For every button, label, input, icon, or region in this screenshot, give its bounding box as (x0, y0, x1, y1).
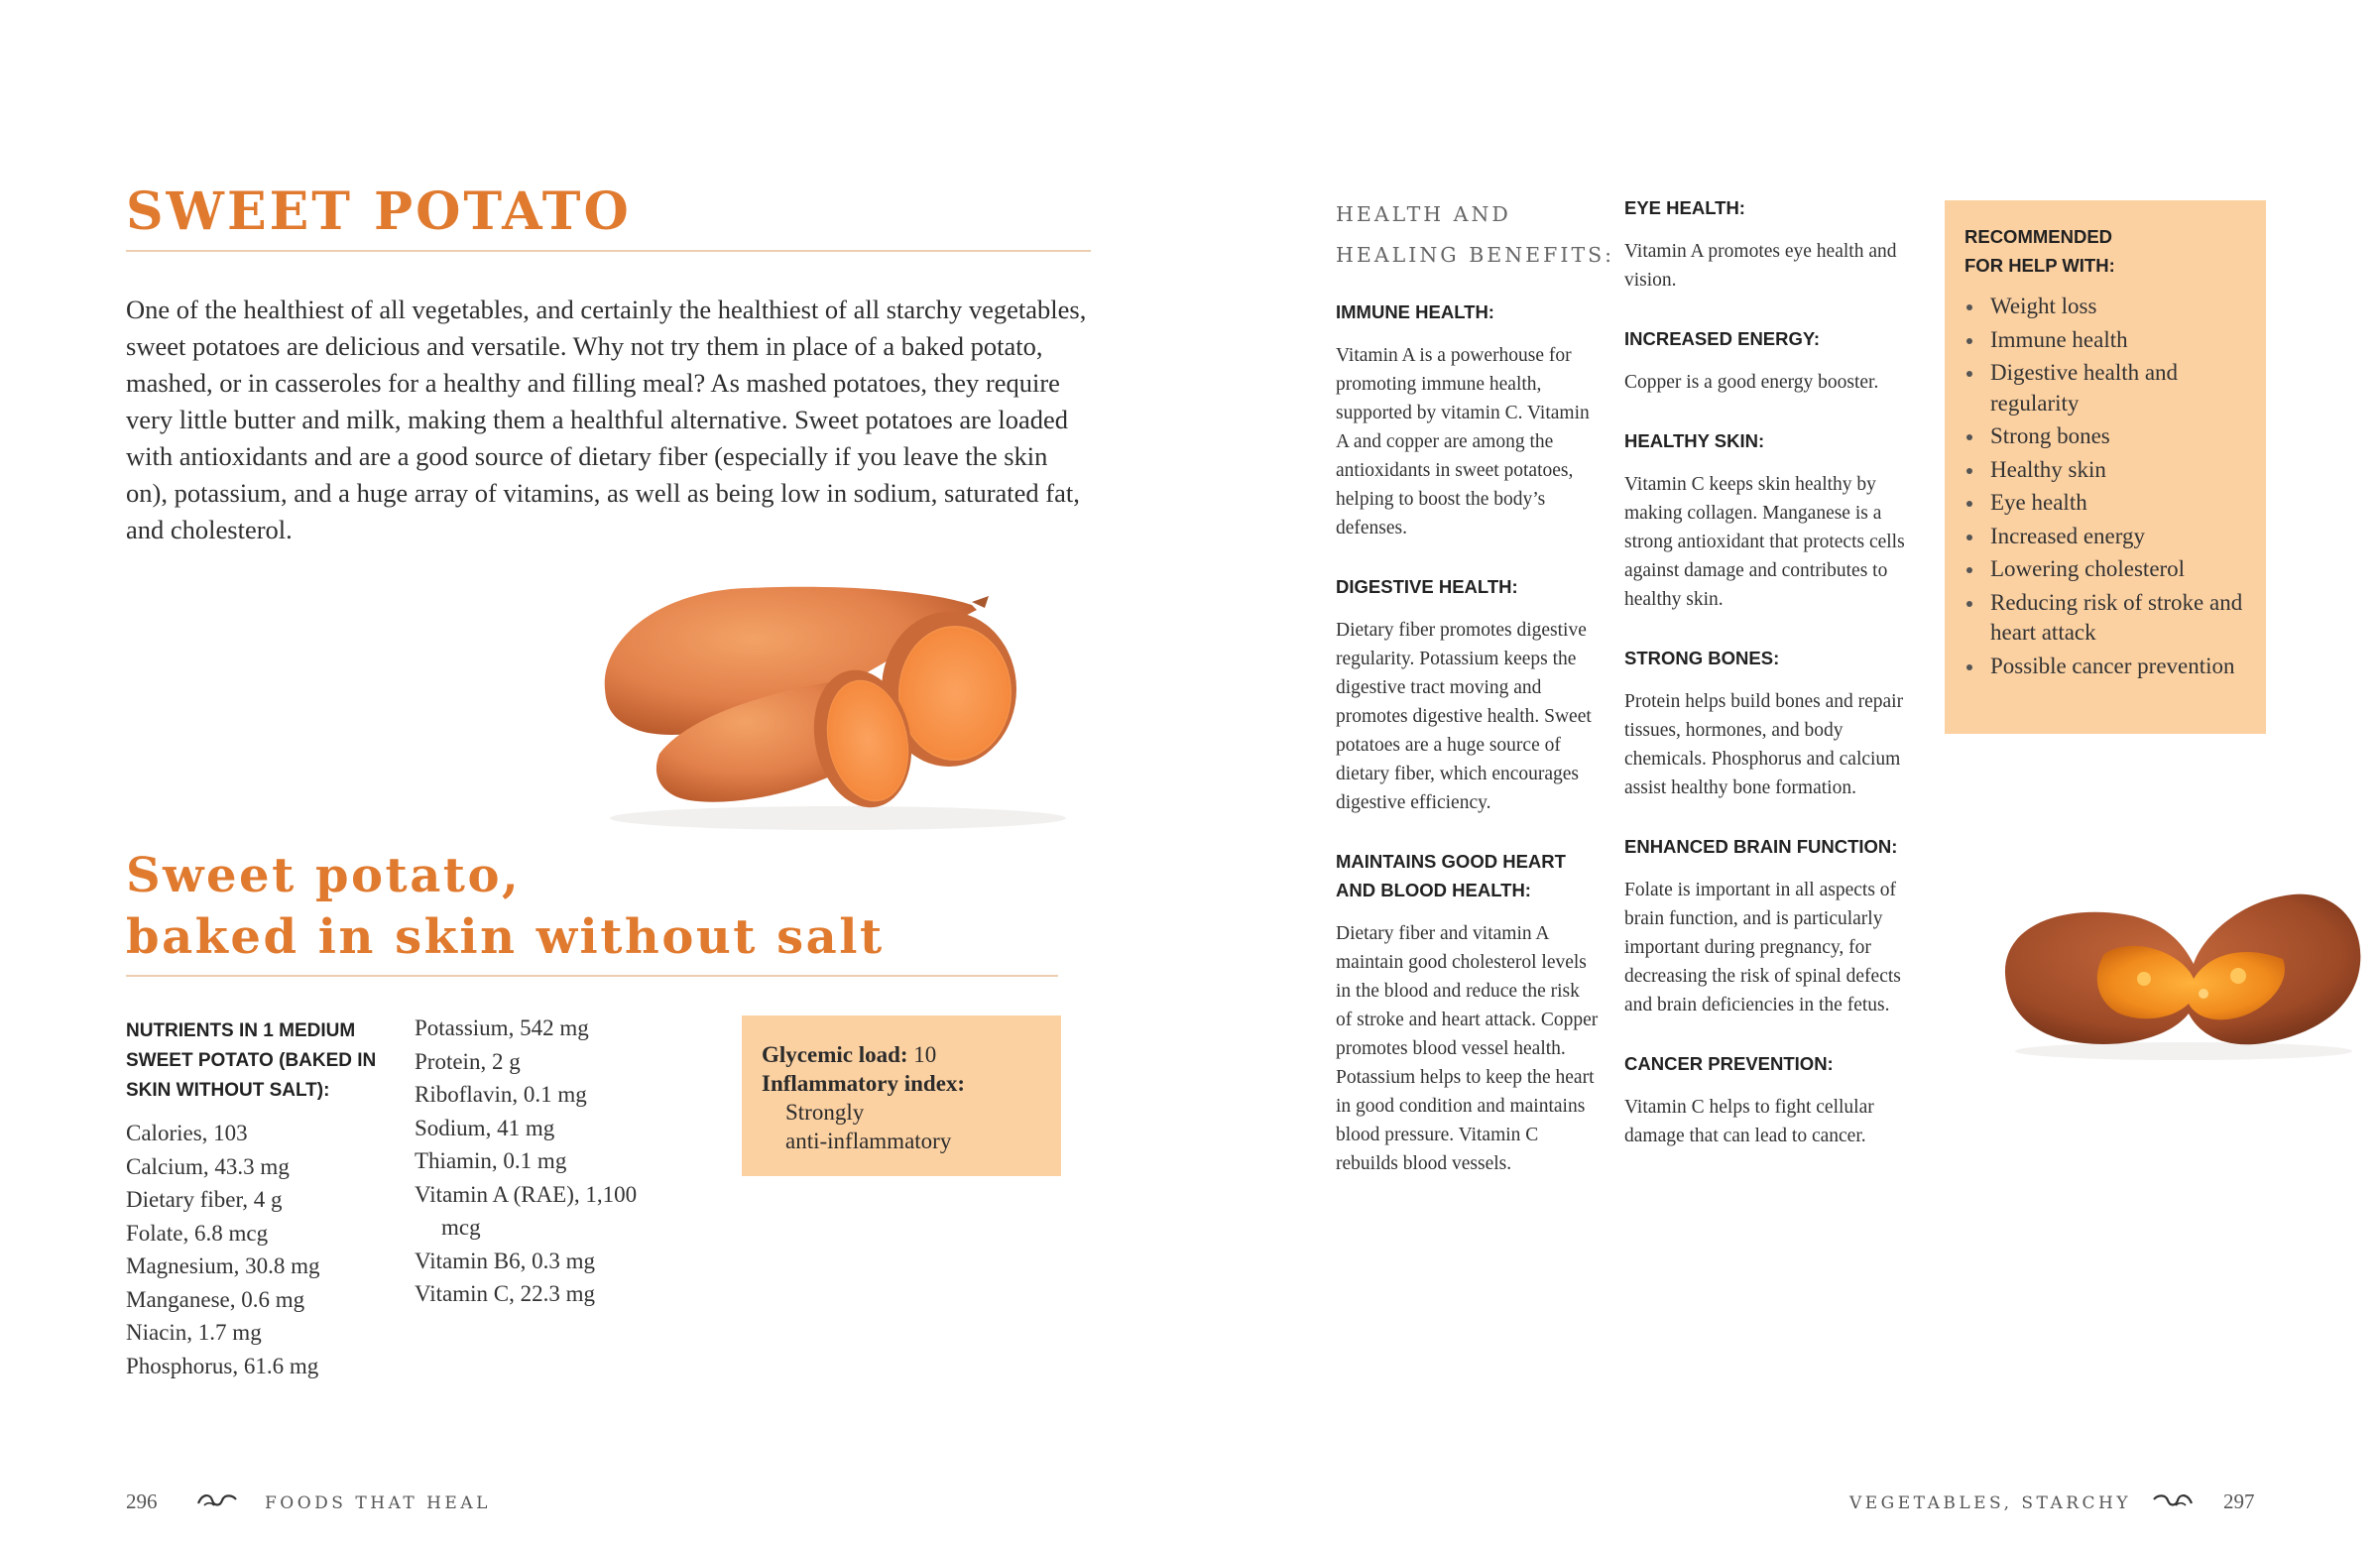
recommended-heading-line-1: RECOMMENDED (1964, 226, 2113, 247)
nutrients-list-2 (415, 1012, 643, 1311)
recommended-item: Increased energy (1964, 522, 2258, 552)
benefits-heading-line-1: HEALTH AND (1336, 202, 1511, 226)
benefit-text-digestive: Dietary fiber promotes digestive regularity. Potassium keeps the digestive tract moving and promotes digestive health. Sweet potatoes are a huge source of dietary fiber, which encourages digestive efficiency. (1336, 620, 1592, 813)
benefits-column-1 (1336, 298, 1599, 1178)
nutrient-item: Protein, 2 g (415, 1048, 521, 1074)
nutrients-list-1 (126, 1117, 394, 1382)
benefit-heading-brain: ENHANCED BRAIN FUNCTION: (1624, 836, 1898, 857)
benefit-text-bones: Protein helps build bones and repair tissues, hormones, and body chemicals. Phosphorus and calcium assist healthy bone formation. (1624, 691, 1904, 798)
benefits-column-2 (1624, 193, 1917, 1150)
benefit-heading-digestive: DIGESTIVE HEALTH: (1336, 576, 1518, 597)
nutrient-item: Vitamin A (RAE), 1,100 mcg (415, 1181, 638, 1240)
benefit-heading-cancer: CANCER PREVENTION: (1624, 1053, 1834, 1074)
nutrient-item: Vitamin B6, 0.3 mg (415, 1248, 595, 1273)
ornament-icon (2152, 1491, 2194, 1509)
benefit-heading-energy: INCREASED ENERGY: (1624, 328, 1821, 349)
nutrient-item: Thiamin, 0.1 mg (415, 1148, 567, 1173)
recommended-box (1945, 200, 2266, 734)
nutrient-item: Manganese, 0.6 mg (126, 1286, 305, 1312)
recipe-subtitle (126, 845, 885, 968)
glycemic-box (742, 1015, 1061, 1176)
recommended-item: Possible cancer prevention (1964, 652, 2258, 682)
baked-sweet-potato-photo (1995, 885, 2372, 1063)
nutrient-item: Calcium, 43.3 mg (126, 1153, 290, 1179)
recommended-heading (1964, 222, 2266, 280)
benefit-text-eye: Vitamin A promotes eye health and vision. (1624, 241, 1897, 291)
nutrient-item: Potassium, 542 mg (415, 1015, 589, 1040)
ornament-icon (196, 1491, 238, 1509)
benefit-text-heart: Dietary fiber and vitamin A maintain good cholesterol levels in the blood and reduce the risk of stroke and heart attack. Copper promotes blood vessel health. Potassium helps to keep the heart in good condition and maintains blood pressure. Vitamin C rebuilds blood vessels. (1336, 923, 1599, 1174)
nutrients-heading: NUTRIENTS IN 1 MEDIUM SWEET POTATO (BAKED IN SKIN WITHOUT SALT): (126, 1020, 377, 1101)
subtitle-line-2: baked in skin without salt (126, 909, 885, 965)
inflammatory-label: Inflammatory index: (762, 1071, 966, 1096)
benefit-text-energy: Copper is a good energy booster. (1624, 372, 1879, 393)
recommended-list (1964, 292, 2266, 681)
recommended-item: Weight loss (1964, 292, 2258, 322)
recommended-item: Digestive health and regularity (1964, 358, 2258, 418)
page-number-right: 297 (2223, 1489, 2255, 1513)
benefits-heading (1336, 194, 1633, 276)
page-title: SWEET POTATO (126, 181, 632, 242)
nutrient-item: Niacin, 1.7 mg (126, 1320, 262, 1345)
running-head-right: VEGETABLES, STARCHY (1849, 1493, 2132, 1513)
benefit-heading-heart: MAINTAINS GOOD HEART AND BLOOD HEALTH: (1336, 851, 1566, 900)
recommended-item: Strong bones (1964, 421, 2258, 452)
benefit-text-brain: Folate is important in all aspects of brain function, and is particularly important during pregnancy, for decreasing the risk of spinal defects and brain deficiencies in the fetus. (1624, 880, 1901, 1015)
nutrient-item: Folate, 6.8 mcg (126, 1220, 269, 1246)
sweet-potato-photo (580, 570, 1086, 833)
benefit-text-skin: Vitamin C keeps skin healthy by making collagen. Manganese is a strong antioxidant that protects cells against damage and contributes to healthy skin. (1624, 474, 1905, 610)
intro-paragraph: One of the healthiest of all vegetables, and certainly the healthiest of all starchy vegetables, sweet potatoes are delicious and versatile. Why not try them in place of a baked potato, mashed, or in casseroles for a healthy and filling meal? As mashed potatoes, they require very little butter and milk, making them a healthful alternative. Sweet potatoes are loaded with antioxidants and are a good source of dietary fiber (especially if you leave the skin on), potassium, and a huge array of vitamins, as well as being low in sodium, saturated fat, and cholesterol. (126, 295, 1087, 544)
nutrient-item: Sodium, 41 mg (415, 1115, 555, 1140)
nutrient-item: Magnesium, 30.8 mg (126, 1253, 320, 1278)
nutrient-item: Calories, 103 (126, 1121, 248, 1145)
page-number-left: 296 (126, 1489, 158, 1513)
benefit-heading-immune: IMMUNE HEALTH: (1336, 301, 1494, 322)
benefit-heading-eye: EYE HEALTH: (1624, 197, 1745, 218)
recommended-heading-line-2: FOR HELP WITH: (1964, 255, 2115, 276)
recommended-item: Eye health (1964, 488, 2258, 519)
recommended-item: Healthy skin (1964, 455, 2258, 486)
glycemic-value: 10 (913, 1042, 937, 1067)
subtitle-line-1: Sweet potato, (126, 848, 522, 903)
inflammatory-value-1: Strongly (785, 1100, 865, 1125)
recommended-item: Lowering cholesterol (1964, 554, 2258, 585)
benefit-text-immune: Vitamin A is a powerhouse for promoting immune health, supported by vitamin C. Vitamin A and copper are among the antioxidants in sweet potatoes, helping to boost the body’s defenses. (1336, 345, 1590, 538)
glycemic-label: Glycemic load: (762, 1042, 908, 1067)
benefit-text-cancer: Vitamin C helps to fight cellular damage that can lead to cancer. (1624, 1097, 1874, 1146)
benefit-heading-skin: HEALTHY SKIN: (1624, 430, 1765, 451)
subtitle-rule (126, 975, 1058, 977)
benefit-heading-bones: STRONG BONES: (1624, 648, 1780, 668)
nutrient-item: Dietary fiber, 4 g (126, 1187, 283, 1212)
recommended-item: Reducing risk of stroke and heart attack (1964, 588, 2258, 649)
nutrient-item: Riboflavin, 0.1 mg (415, 1082, 587, 1107)
inflammatory-value-2: anti-inflammatory (785, 1129, 952, 1153)
nutrient-item: Phosphorus, 61.6 mg (126, 1353, 319, 1378)
recommended-item: Immune health (1964, 325, 2258, 356)
running-head-left: FOODS THAT HEAL (265, 1493, 491, 1513)
benefits-heading-line-2: HEALING BENEFITS: (1336, 243, 1615, 267)
title-rule (126, 250, 1091, 252)
nutrient-item: Vitamin C, 22.3 mg (415, 1281, 595, 1306)
